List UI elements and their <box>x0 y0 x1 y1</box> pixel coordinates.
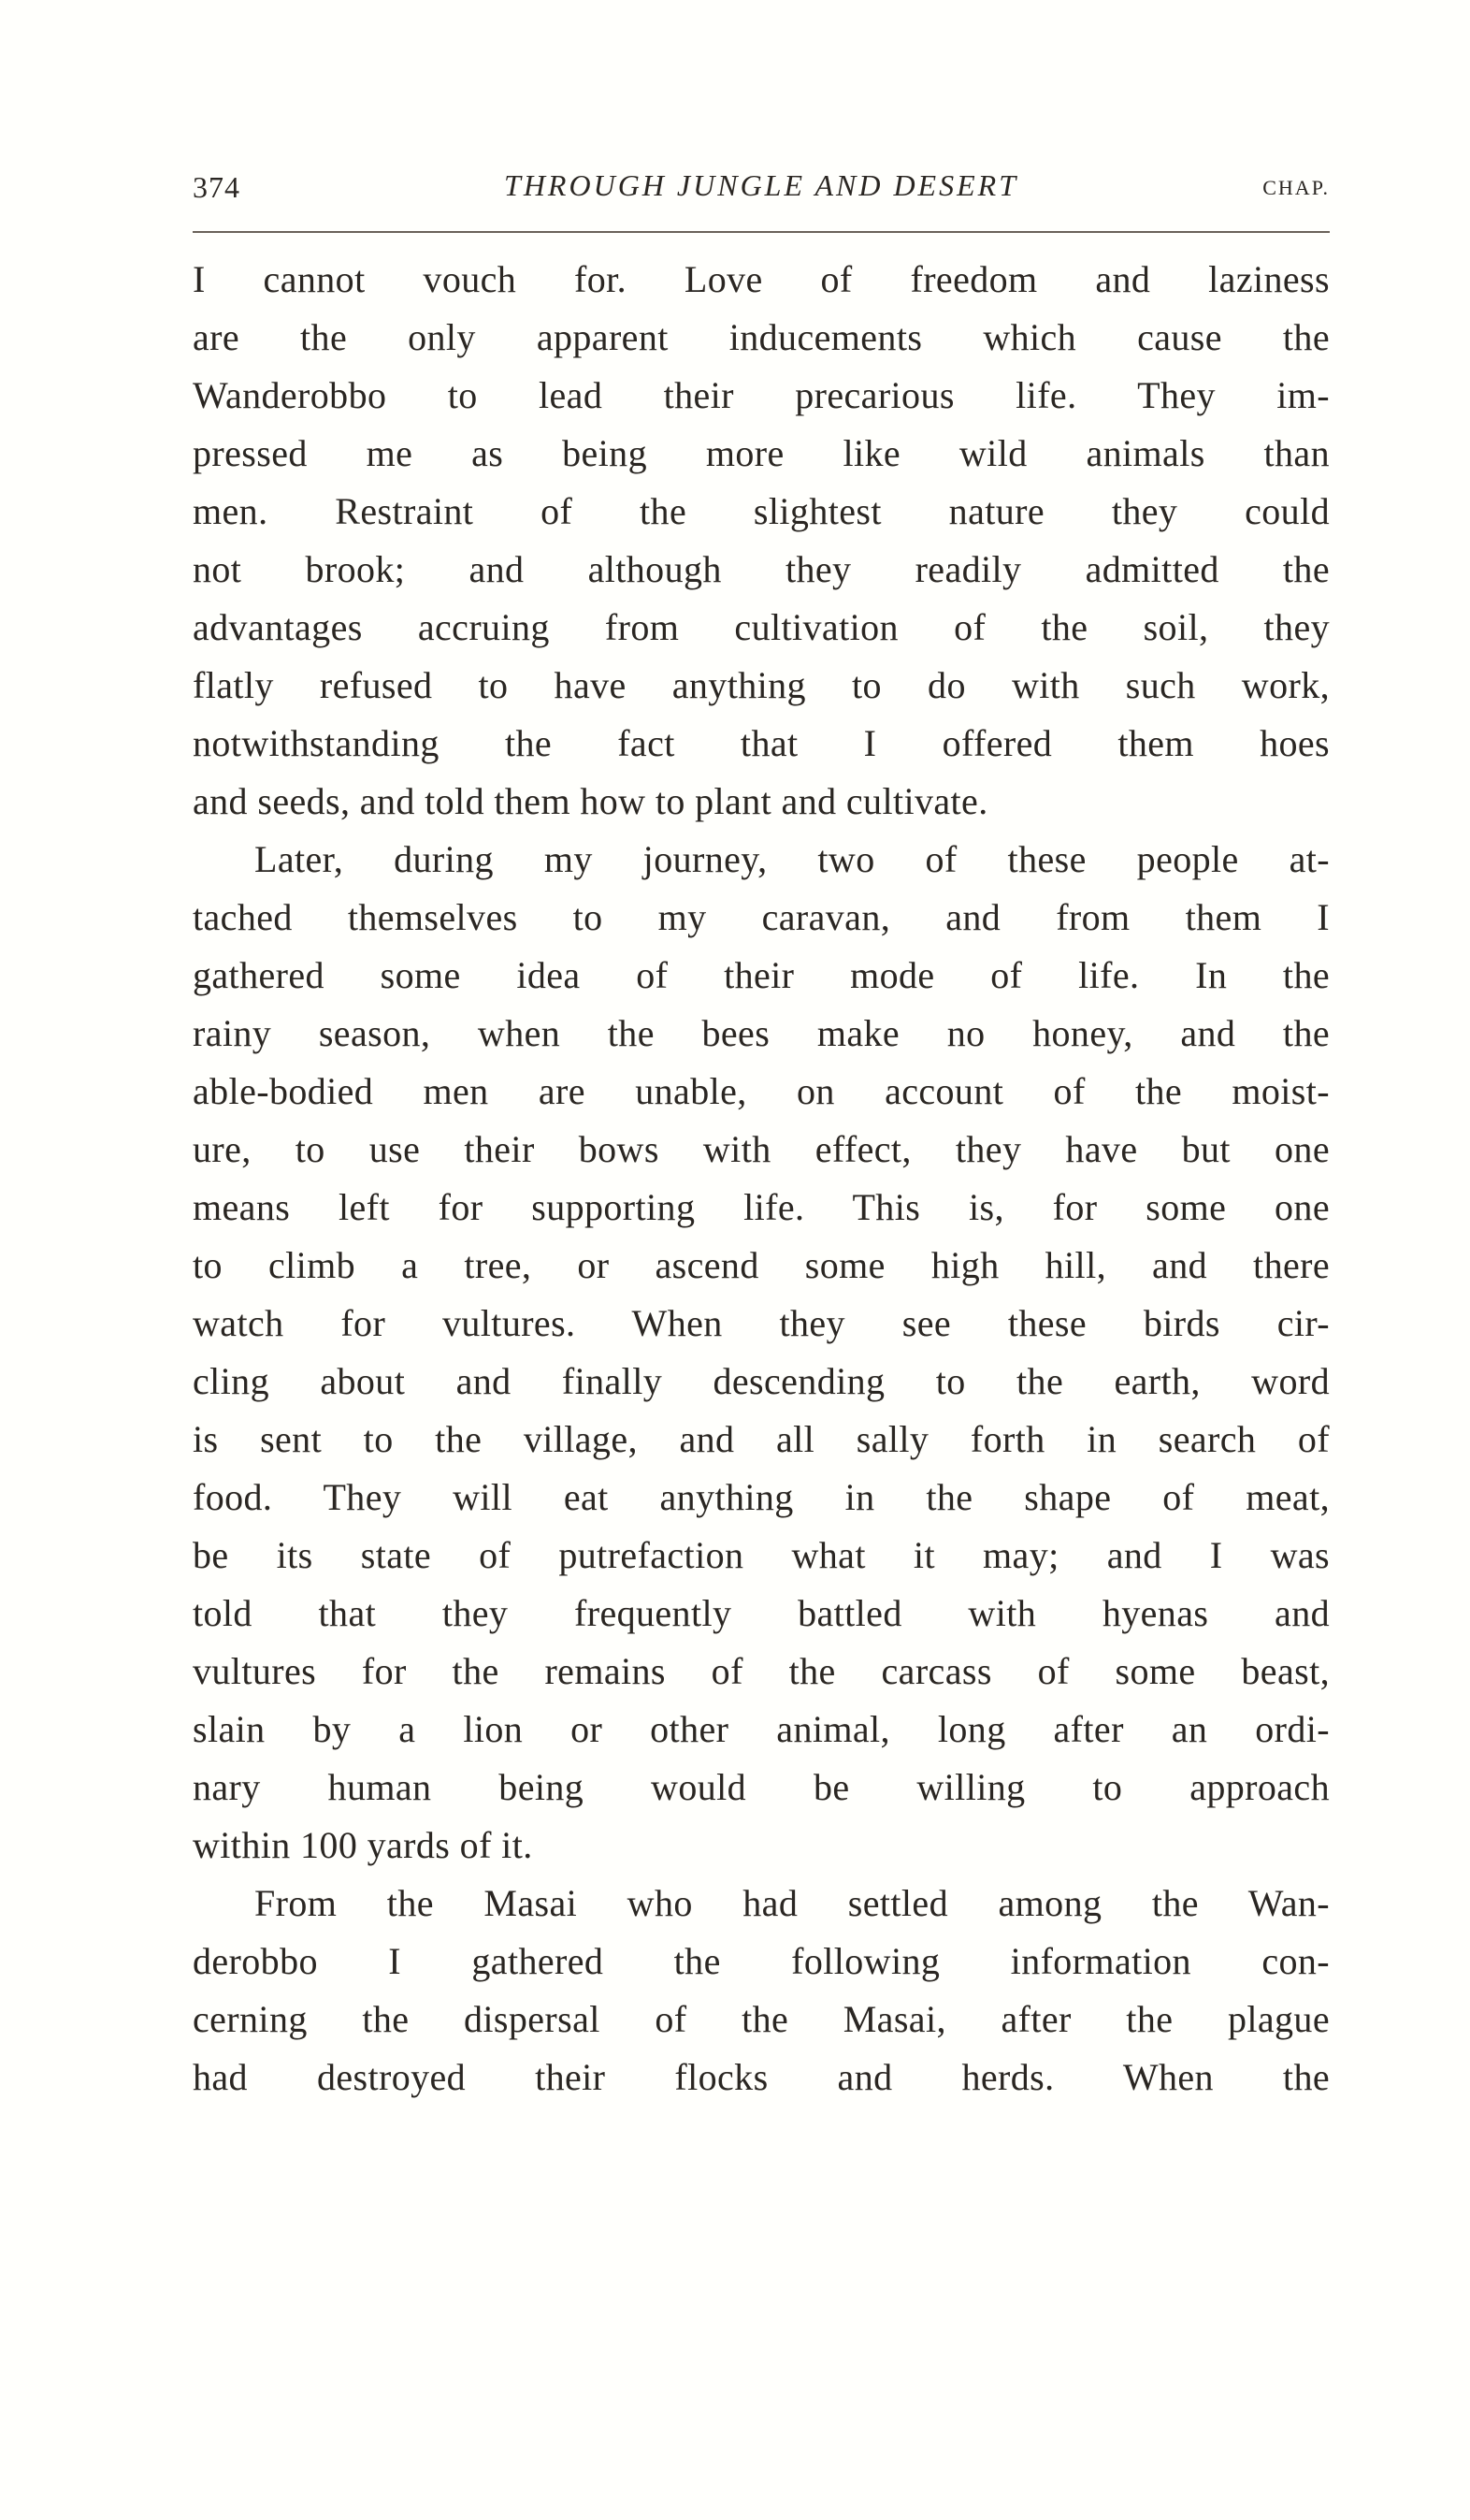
text-line: tached themselves to my caravan, and from them I <box>193 896 1330 938</box>
text-line: food. They will eat anything in the shape of meat, <box>193 1476 1330 1518</box>
text-line: notwithstanding the fact that I offered them hoes <box>193 722 1330 764</box>
text-line: rainy season, when the bees make no honey, and the <box>193 1012 1330 1054</box>
page-header <box>193 167 1330 213</box>
text-line: Wanderobbo to lead their precarious life. They im- <box>193 374 1330 416</box>
text-line: ure, to use their bows with effect, they have but one <box>193 1128 1330 1170</box>
text-line: derobbo I gathered the following information con- <box>193 1940 1330 1982</box>
text-line: watch for vultures. When they see these birds cir- <box>193 1302 1330 1344</box>
text-line: advantages accruing from cultivation of the soil, they <box>193 606 1330 648</box>
page-number: 374 <box>193 170 240 204</box>
paragraph-start-line: From the Masai who had settled among the Wan- <box>254 1882 1330 1924</box>
text-line: are the only apparent inducements which cause the <box>193 316 1330 358</box>
paragraph-start-line: Later, during my journey, two of these people at- <box>254 838 1330 880</box>
chapter-label: CHAP. <box>1262 176 1330 199</box>
text-line: told that they frequently battled with hyenas and <box>193 1592 1330 1634</box>
text-line: is sent to the village, and all sally forth in search of <box>193 1418 1330 1460</box>
text-line: within 100 yards of it. <box>193 1824 533 1866</box>
text-line: pressed me as being more like wild animals than <box>193 432 1330 474</box>
header-rule <box>193 231 1330 233</box>
text-line: flatly refused to have anything to do with such work, <box>193 664 1330 706</box>
text-line: be its state of putrefaction what it may; and I was <box>193 1534 1330 1576</box>
running-title: THROUGH JUNGLE AND DESERT <box>504 168 1018 202</box>
text-line: cling about and finally descending to the earth, word <box>193 1360 1330 1402</box>
text-line: means left for supporting life. This is, for some one <box>193 1186 1330 1228</box>
text-line: I cannot vouch for. Love of freedom and laziness <box>193 258 1330 300</box>
text-line: slain by a lion or other animal, long after an ordi- <box>193 1708 1330 1750</box>
body-text <box>193 251 1330 2107</box>
text-line: had destroyed their flocks and herds. When the <box>193 2056 1330 2098</box>
text-line: able-bodied men are unable, on account of the moist- <box>193 1070 1330 1112</box>
text-line: cerning the dispersal of the Masai, after the plague <box>193 1998 1330 2040</box>
text-line: men. Restraint of the slightest nature they could <box>193 490 1330 532</box>
text-line: gathered some idea of their mode of life. In the <box>193 954 1330 996</box>
text-line: not brook; and although they readily admitted the <box>193 548 1330 590</box>
text-line: to climb a tree, or ascend some high hill, and there <box>193 1244 1330 1286</box>
text-line: vultures for the remains of the carcass of some beast, <box>193 1650 1330 1692</box>
text-line: and seeds, and told them how to plant and cultivate. <box>193 780 988 822</box>
text-line: nary human being would be willing to approach <box>193 1766 1330 1808</box>
